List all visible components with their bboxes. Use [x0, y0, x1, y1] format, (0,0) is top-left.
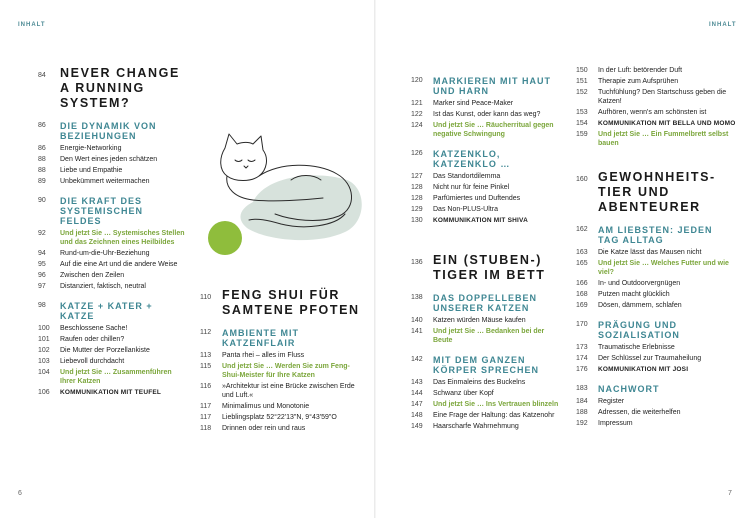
toc-entry — [411, 316, 559, 325]
toc-chapter-title: NEVER CHANGE A RUNNING SYSTEM? — [60, 66, 180, 110]
toc-entry-title: Das Non-PLUS-Ultra — [433, 206, 498, 213]
toc-column-1 — [38, 66, 186, 399]
page-ref: 86 — [38, 145, 46, 152]
toc-exercise-title: Und jetzt Sie … Zusammenführen Ihrer Katzen — [60, 369, 172, 385]
toc-section-title: AM LIEBSTEN: JEDEN TAG ALLTAG — [598, 225, 713, 245]
toc-section — [411, 149, 559, 169]
toc-exercise-title: Und jetzt Sie … Ins Vertrauen blinzeln — [433, 401, 559, 408]
page-ref: 143 — [411, 379, 423, 386]
page-ref: 95 — [38, 261, 46, 268]
toc-exercise — [411, 121, 559, 139]
toc-entry — [411, 183, 559, 192]
page-ref: 128 — [411, 195, 423, 202]
toc-entry-title: Unbekümmert weitermachen — [60, 178, 150, 185]
toc-section — [576, 225, 736, 245]
page-ref: 96 — [38, 272, 46, 279]
toc-entry — [576, 408, 736, 417]
toc-communication-title: KOMMUNIKATION MIT SHIVA — [433, 217, 528, 224]
toc-exercise — [411, 327, 559, 345]
toc-entry — [576, 290, 736, 299]
page-ref: 90 — [38, 197, 46, 204]
toc-exercise-title: Und jetzt Sie … Räucherritual gegen negative Schwingung — [433, 122, 554, 138]
toc-entry — [200, 413, 365, 422]
page-ref: 92 — [38, 230, 46, 237]
page-ref: 104 — [38, 369, 50, 376]
toc-entry-title: Raufen oder chillen? — [60, 336, 125, 343]
page-ref: 142 — [411, 356, 423, 363]
toc-entry-title: Liebe und Empathie — [60, 167, 123, 174]
toc-entry — [411, 99, 559, 108]
toc-entry-title: Tuchfühlung? Den Startschuss geben die Katzen! — [598, 89, 727, 105]
toc-section-title: PRÄGUNG UND SOZIALISATION — [598, 320, 680, 340]
page-ref: 86 — [38, 122, 46, 129]
page-ref: 98 — [38, 302, 46, 309]
toc-entry — [411, 205, 559, 214]
page-ref: 103 — [38, 358, 50, 365]
page-ref: 154 — [576, 120, 588, 127]
toc-entry-title: Die Katze lässt das Mausen nicht — [598, 249, 702, 256]
toc-entry — [38, 271, 186, 280]
toc-entry-title: Den Wert eines jeden schätzen — [60, 156, 158, 163]
toc-entry — [576, 88, 736, 106]
page-ref: 117 — [200, 403, 212, 410]
page-ref: 115 — [200, 363, 212, 370]
toc-entry-title: Schwanz über Kopf — [433, 390, 494, 397]
toc-section-title: NACHWORT — [598, 384, 660, 394]
page-ref: 159 — [576, 131, 588, 138]
toc-chapter-title: FENG SHUI FÜR SAMTENE PFOTEN — [222, 288, 360, 317]
toc-entry-title: Nicht nur für feine Pinkel — [433, 184, 510, 191]
toc-column-2 — [200, 288, 365, 435]
toc-communication — [411, 216, 559, 225]
page-ref: 117 — [200, 414, 212, 421]
toc-section-title: KATZENKLO, KATZENKLO … — [433, 149, 511, 169]
toc-entry-title: Liebevoll durchdacht — [60, 358, 125, 365]
toc-entry-title: Register — [598, 398, 625, 405]
toc-entry — [411, 110, 559, 119]
toc-entry — [200, 382, 365, 400]
toc-section-title: MIT DEM GANZEN KÖRPER SPRECHEN — [433, 355, 540, 375]
toc-entry — [38, 144, 186, 153]
page-ref: 106 — [38, 389, 50, 396]
toc-entry — [38, 324, 186, 333]
page-ref: 127 — [411, 173, 423, 180]
page-ref: 173 — [576, 344, 588, 351]
toc-section-title: AMBIENTE MIT KATZENFLAIR — [222, 328, 299, 348]
page-ref: 152 — [576, 89, 588, 96]
toc-entry-title: Drinnen oder rein und raus — [222, 425, 306, 432]
toc-section-title: DAS DOPPELLEBEN UNSERER KATZEN — [433, 293, 538, 313]
toc-entry-title: »Architektur ist eine Brücke zwischen Erde und Luft.« — [222, 383, 355, 399]
page-ref: 153 — [576, 109, 588, 116]
toc-entry — [38, 260, 186, 269]
toc-exercise — [411, 400, 559, 409]
page-ref: 121 — [411, 100, 423, 107]
toc-column-4 — [576, 66, 736, 430]
page-number-left: 6 — [18, 490, 22, 497]
toc-section — [411, 355, 559, 375]
toc-entry — [411, 422, 559, 431]
toc-entry — [576, 77, 736, 86]
toc-entry — [576, 108, 736, 117]
toc-entry — [38, 335, 186, 344]
toc-communication — [38, 388, 186, 397]
toc-section-title: KATZE + KATER + KATZE — [60, 301, 153, 321]
page-ref: 140 — [411, 317, 423, 324]
sleeping-cat-icon — [195, 128, 370, 258]
page-ref: 188 — [576, 409, 588, 416]
toc-entry — [411, 389, 559, 398]
page-ref: 174 — [576, 355, 588, 362]
toc-entry-title: In- und Outdoorvergnügen — [598, 280, 681, 287]
toc-section — [411, 293, 559, 313]
toc-entry — [411, 378, 559, 387]
toc-entry — [576, 66, 736, 75]
toc-exercise-title: Und jetzt Sie … Welches Futter und wie viel? — [598, 260, 729, 276]
page-ref: 150 — [576, 67, 588, 74]
toc-exercise — [38, 229, 186, 247]
toc-entry-title: Rund-um-die-Uhr-Beziehung — [60, 250, 150, 257]
toc-chapter — [38, 66, 186, 111]
toc-exercise-title: Und jetzt Sie … Werden Sie zum Feng-Shui-Meister für Ihre Katzen — [222, 363, 350, 379]
toc-entry — [38, 166, 186, 175]
page-ref: 118 — [200, 425, 212, 432]
toc-section-title: DIE KRAFT DES SYSTEMISCHEN FELDES — [60, 196, 144, 226]
toc-section — [38, 301, 186, 321]
page-ref: 151 — [576, 78, 588, 85]
toc-entry — [576, 354, 736, 363]
page-ref: 126 — [411, 150, 423, 157]
toc-column-3 — [411, 66, 559, 433]
page-ref: 84 — [38, 72, 46, 79]
toc-entry — [200, 351, 365, 360]
toc-entry — [411, 411, 559, 420]
toc-entry-title: Traumatische Erlebnisse — [598, 344, 675, 351]
toc-entry-title: Lieblingsplatz 52°22'13"N, 9°43'59"O — [222, 414, 337, 421]
page-ref: 169 — [576, 302, 588, 309]
page-ref: 176 — [576, 366, 588, 373]
toc-exercise-title: Und jetzt Sie … Systemisches Stellen und das Zeichnen eines Heilbildes — [60, 230, 185, 246]
toc-entry — [411, 172, 559, 181]
toc-section — [38, 196, 186, 226]
page-ref: 149 — [411, 423, 423, 430]
page-ref: 160 — [576, 176, 588, 183]
toc-entry — [576, 301, 736, 310]
toc-section-title: MARKIEREN MIT HAUT UND HARN — [433, 76, 551, 96]
page-ref: 88 — [38, 167, 46, 174]
page-ref: 183 — [576, 385, 588, 392]
page-ref: 124 — [411, 122, 423, 129]
toc-entry-title: Das Standortdilemma — [433, 173, 501, 180]
toc-entry-title: Die Mutter der Porzellankiste — [60, 347, 150, 354]
toc-entry — [200, 402, 365, 411]
page-ref: 101 — [38, 336, 50, 343]
toc-entry — [38, 357, 186, 366]
toc-entry-title: Beschlossene Sache! — [60, 325, 128, 332]
toc-section-title: DIE DYNAMIK VON BEZIEHUNGEN — [60, 121, 157, 141]
toc-entry — [576, 343, 736, 352]
toc-entry — [576, 397, 736, 406]
toc-entry-title: Das Einmaleins des Buckelns — [433, 379, 526, 386]
page-ref: 166 — [576, 280, 588, 287]
page-ref: 192 — [576, 420, 588, 427]
toc-exercise — [576, 130, 736, 148]
toc-section — [200, 328, 365, 348]
toc-entry-title: Therapie zum Aufsprühen — [598, 78, 679, 85]
page-ref: 89 — [38, 178, 46, 185]
toc-entry — [411, 194, 559, 203]
toc-entry — [576, 279, 736, 288]
toc-entry — [38, 346, 186, 355]
page-ref: 136 — [411, 259, 423, 266]
toc-entry-title: Impressum — [598, 420, 633, 427]
page-ref: 130 — [411, 217, 423, 224]
toc-chapter-title: EIN (STUBEN-) TIGER IM BETT — [433, 253, 546, 282]
page-number-right: 7 — [728, 490, 732, 497]
toc-exercise — [38, 368, 186, 386]
page-ref: 129 — [411, 206, 423, 213]
page-ref: 88 — [38, 156, 46, 163]
toc-communication — [576, 119, 736, 128]
toc-entry — [38, 177, 186, 186]
toc-section — [411, 76, 559, 96]
page-ref: 110 — [200, 294, 212, 301]
toc-entry — [576, 419, 736, 428]
page-ref: 128 — [411, 184, 423, 191]
toc-entry-title: Katzen würden Mäuse kaufen — [433, 317, 526, 324]
page-ref: 94 — [38, 250, 46, 257]
page-ref: 162 — [576, 226, 588, 233]
toc-section — [576, 384, 736, 394]
toc-entry-title: Putzen macht glücklich — [598, 291, 670, 298]
toc-communication-title: KOMMUNIKATION MIT BELLA UND MOMO — [598, 120, 736, 127]
page-ref: 100 — [38, 325, 50, 332]
page-ref: 148 — [411, 412, 423, 419]
toc-section — [38, 121, 186, 141]
toc-entry-title: Ist das Kunst, oder kann das weg? — [433, 111, 541, 118]
toc-entry-title: In der Luft: betörender Duft — [598, 67, 683, 74]
page-ref: 138 — [411, 294, 423, 301]
toc-exercise-title: Und jetzt Sie … Ein Fummelbrett selbst bauen — [598, 131, 729, 147]
page-ref: 141 — [411, 328, 423, 335]
toc-entry — [576, 248, 736, 257]
toc-entry — [38, 249, 186, 258]
toc-exercise — [576, 259, 736, 277]
running-header-right: INHALT — [709, 22, 737, 28]
toc-exercise — [200, 362, 365, 380]
toc-chapter-title: GEWOHNHEITSTIER UND ABENTEURER — [598, 170, 715, 214]
toc-entry-title: Parfümiertes und Duftendes — [433, 195, 521, 202]
toc-communication-title: KOMMUNIKATION MIT TEUFEL — [60, 389, 162, 396]
toc-chapter — [576, 170, 736, 215]
toc-entry-title: Dösen, dämmern, schlafen — [598, 302, 682, 309]
page-ref: 147 — [411, 401, 423, 408]
page-ref: 122 — [411, 111, 423, 118]
toc-entry — [200, 424, 365, 433]
page-ref: 112 — [200, 329, 212, 336]
toc-chapter — [411, 253, 559, 283]
page-ref: 144 — [411, 390, 423, 397]
toc-entry-title: Minimalimus und Monotonie — [222, 403, 310, 410]
page-ref: 116 — [200, 383, 212, 390]
running-header-left: INHALT — [18, 22, 46, 28]
page-ref: 163 — [576, 249, 588, 256]
toc-exercise-title: Und jetzt Sie … Bedanken bei der Beute — [433, 328, 545, 344]
page-ref: 168 — [576, 291, 588, 298]
toc-entry-title: Adressen, die weiterhelfen — [598, 409, 681, 416]
toc-communication — [576, 365, 736, 374]
toc-entry-title: Marker sind Peace-Maker — [433, 100, 514, 107]
page-ref: 102 — [38, 347, 50, 354]
toc-entry — [38, 282, 186, 291]
toc-entry-title: Energie-Networking — [60, 145, 122, 152]
page-ref: 113 — [200, 352, 212, 359]
page-ref: 165 — [576, 260, 588, 267]
toc-entry-title: Eine Frage der Haltung: das Katzenohr — [433, 412, 555, 419]
toc-entry-title: Zwischen den Zeilen — [60, 272, 125, 279]
book-spine — [374, 0, 376, 518]
toc-entry — [38, 155, 186, 164]
toc-entry-title: Aufhören, wenn's am schönsten ist — [598, 109, 707, 116]
page-ref: 120 — [411, 77, 423, 84]
toc-entry-title: Haarscharfe Wahrnehmung — [433, 423, 519, 430]
page-ref: 97 — [38, 283, 46, 290]
page-ref: 170 — [576, 321, 588, 328]
page-ref: 184 — [576, 398, 588, 405]
toc-entry-title: Distanziert, faktisch, neutral — [60, 283, 146, 290]
toc-entry-title: Der Schlüssel zur Traumaheilung — [598, 355, 702, 362]
toc-section — [576, 320, 736, 340]
toc-communication-title: KOMMUNIKATION MIT JOSI — [598, 366, 689, 373]
toc-entry-title: Auf die eine Art und die andere Weise — [60, 261, 178, 268]
toc-entry-title: Panta rhei – alles im Fluss — [222, 352, 305, 359]
toc-chapter — [200, 288, 365, 318]
